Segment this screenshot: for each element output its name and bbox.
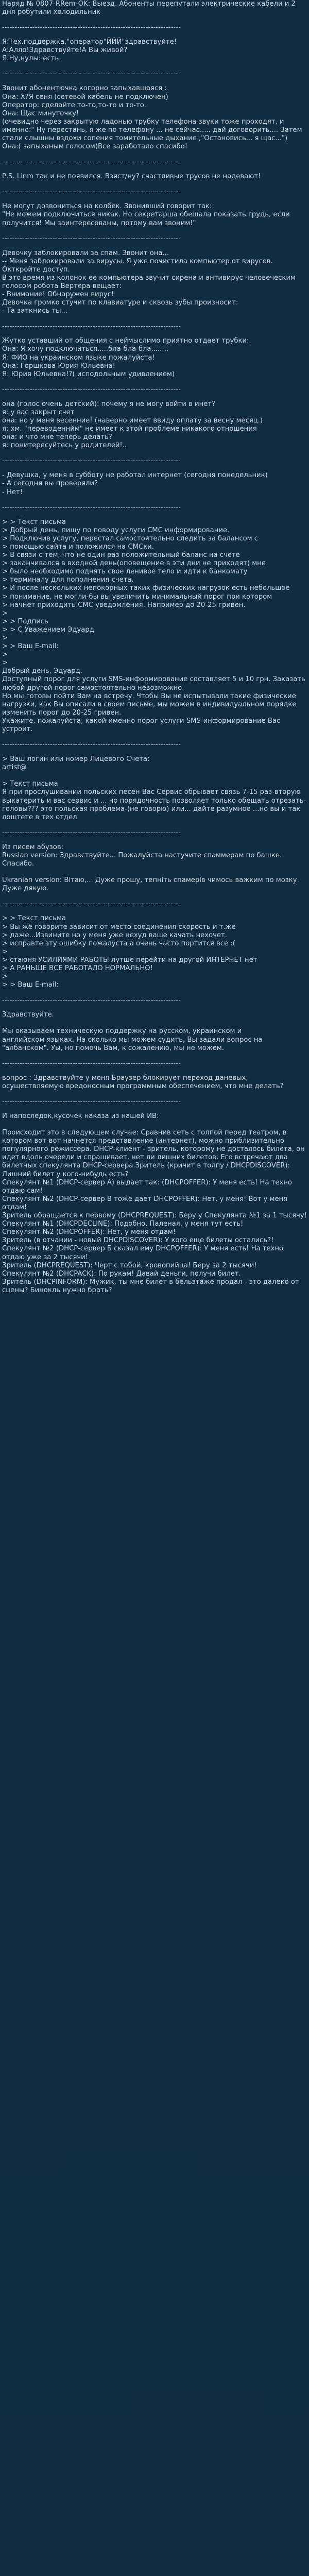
post-entry: Здравствуйте. Мы оказываем техническую поддержку на русском, украинском и английском языках. На сколько мы можем судить, Вы задали вопрос на "албанском". Уы, но помочь Вам, к сожалению, мы не можем.: [2, 1011, 263, 1052]
separator-line: -----------------------------------------------------------------------: [2, 70, 181, 78]
post-entry: она (голос очень детский): почему я не могу войти в инет? я: у вас закрыт счет она: но у меня весенние! (наверно имеет ввиду оплату за весну месяц.) я: хм. "переводеннйм" не имеет к этой проблеме никакого отношения она: и что мне теперь делать? я: понитересуйтесь у родителей!..: [2, 400, 263, 450]
separator-line: -----------------------------------------------------------------------: [2, 457, 181, 465]
separator-line: -----------------------------------------------------------------------: [2, 828, 181, 837]
post-entry: > > Текст письма > Вы же говорите зависит от место соединения скорость и т.же > даже...Извините но у меня уже нехуд ваше качать нехочет. > исправте эту ошибку пожалуста а очень часто портится все :( > > стаюня УСИЛИЯМИ РАБОТЫ лутше перейти на другой ИНТЕРНЕТ нет > А РАНЬШЕ ВСЕ РАБОТАЛО НОРМАЛЬНО! > > > Ваш E-mail:: [2, 914, 258, 989]
post-content: [2, 0, 307, 2576]
separator-line: -----------------------------------------------------------------------: [2, 158, 181, 166]
separator-line: -----------------------------------------------------------------------: [2, 1059, 181, 1067]
post-entry: > Ваш логин или номер Лицевого Счета: artist@ > Текст письма Я при прослушивании польских песен Вас Сервис обрывает связь 7-15 раз-вторую выкатерить и вас сервис и ... но порядочность позволяет только обещать отрезать-головы??? это польская проблема-(не говорю) или... дайте разумное ...но вы и так лоштете в тех отдел: [2, 755, 306, 821]
separator-line: -----------------------------------------------------------------------: [2, 24, 181, 32]
post-entry: Р.S. Linm так и не появился. Взяст/ну? счастливые трусов не надевают!: [2, 173, 261, 181]
post-entry: Из писем абузов: Russian version: Здравствуйте... Пожалуйста настучите спаммерам по башке. Спасибо. Ukranian version: Вітаю,... Дуже прошу, тепніть спамерів чимось важким по мозку. Дуже дякую.: [2, 843, 299, 893]
separator-line: -----------------------------------------------------------------------: [2, 900, 181, 908]
post-entry: Я:Тех.поддержка,"оператор"ЙЙЙ"здравствуйте! А:Алло!Здравствуйте!А Вы живой? Я:Ну,нулы: есть.: [2, 38, 177, 63]
post-entry: Девочку заблокировали за спам. Звонит она... -- Меня заблокировали за вирусы. Я уже почистила компьютер от вирусов. Окткройте доступ. В это время из колонок ее компьютера звучит сирена и антивирус человеческим голосом робота Вертера вещает: - Внимание! Обнаружен вирус! Девочка громко стучит по клавиатуре и сквозь зубы произносит: - Та заткнись ты...: [2, 249, 296, 315]
separator-line: -----------------------------------------------------------------------: [2, 188, 181, 196]
separator-line: -----------------------------------------------------------------------: [2, 323, 181, 331]
post-entry: вопрос : Здравствуйте у меня Браузер блокирует переход даневых, осуществляемую вредоносным программным обеспечением, что мне делать?: [2, 1074, 284, 1090]
separator-line: -----------------------------------------------------------------------: [2, 385, 181, 394]
post-entry: > > Текст письма > Добрый день, пишу по поводу услуги СМС информирование. > Подключив услугу, перестал самостоятельно следить за балансом с > помощью сайта и положился на СМСки. > В связи с тем, что не один раз положительный баланс на счете > заканчивался в входной день(оповещение в эти дни не приходят) мне > было необходимо поднять свое ленивое тело и идти к банкомату > терминалу для пополнения счета. > И после нескольких непокорных таких физических нагрузок есть небольшое > понимание, не могли-бы вы увеличить минимальный порог при котором > начнет приходить СМС уведомления. Например до 20-25 гривен. > > > Подпись > > С Уважением Эдуард > > > Ваш E-mail: > > Добрый день, Эдуард. Доступный порог для услуги SMS-информирование составляет 5 и 10 грн. Заказать любой другой порог самостоятельно невозможно. Но мы готовы пойти Вам на встречу. Чтобы Вы не испытывали такие физические нагрузки, как Вы описали в своем письме, мы можем в индивидуальном порядке изменить порог до 20-25 гривен. Укажите, пожалуйста, какой именно порог услуги SMS-информирование Вас устроит.: [2, 518, 305, 733]
separator-line: -----------------------------------------------------------------------: [2, 996, 181, 1005]
post-entry: Жутко уставший от общения с неймыслимо приятно отдает трубки: Она: Я хочу подключиться.....бла-бла-бла........ Я: ФИО на украинском языке пожалуйста! Она: Горшкова Юрия Юльевна! Я: Юрия Юльевна!?( исподольным удивлением): [2, 337, 249, 378]
post-entry: Не могут дозвониться на колбек. Звонивший говорит так: "Не можем подключиться никак. Но секретарша обещала показать грудь, если получится! Мы заинтересованы, потому вам звоним!": [2, 202, 290, 227]
separator-line: -----------------------------------------------------------------------: [2, 741, 181, 749]
separator-line: -----------------------------------------------------------------------: [2, 503, 181, 512]
separator-line: -----------------------------------------------------------------------: [2, 234, 181, 243]
post-entry: Наряд № 0807-RRem-OK: Выезд. Абоненты перепутали электрические кабели и 2 дня робутили холодильник: [2, 0, 298, 16]
post-entry: И напоследок,кусочек наказа из нашей ИВ: Происходит это в следующем случае: Сравнив сеть с толпой перед театром, в котором вот-вот начнется представление (интернет), можно приблизительно популярного режиссера. DHCP-клиент - зритель, которому не досталось билета, он идет вдоль очереди и спрашивает, нет ли лишних билетов. Его встречают два билетных спекулянта DHCP-сервера.Зритель (кричит в толпу / DHCPDISCOVER): Лишний билет у кого-нибудь есть? Спекулянт №1 (DHCP-сервер А) выдает так: (DHCPOFFER): У меня есть! На техно отдаю сам! Спекулянт №2 (DHCP-сервер В тоже дает DHCPOFFER): Нет, у меня! Вот у меня отдам! Зритель обращается к первому (DHCPREQUEST): Беру у Спекулянта №1 за 1 тысячу! Спекулянт №1 (DHCPDECLINE): Подобно, Паленая, у меня тут есть! Спекулянт №2 (DHCPOFFER): Нет, у меня отдам! Зритель (в отчании - новый DHCPDISCOVER): У кого еще билеты остались?! Спекулянт №2 (DHCP-сервер Б сказал ему DHCPOFFER): У меня есть! На техно отдаю уже за 2 тысячи! Зритель (DHCPREQUEST): Черт с тобой, кровопийца! Беру за 2 тысячи! Спекулянт №2 (DHCPACK): По рукам! Давай деньги, получи билет. Зритель (DHCPINFORM): Мужик, ты мне билет в бельэтаже продал - это далеко от сцены? Бинокль нужно брать?: [2, 1112, 307, 1294]
post-entry: - Девушка, у меня в субботу не работал интернет (сегодня понедельник) - А сегодня вы проверяли? - Нет!: [2, 471, 268, 496]
separator-line: -----------------------------------------------------------------------: [2, 1097, 181, 1106]
post-entry: Звонит абонентючка когорно запыхавшаяся : Она: Х?Я сеня (сетевой кабель не подключен) Оператор: сделайте то-то,то-то и то-то. Она: Щас минуточку! (очевидно через закрытую ладонью трубку телефона звуки тоже проходят, и именно:" Ну перестань, я же по телефону ... не сейчас..... дай договорить.... Затем стали слышны вздохи сопения томительные дыхание ,"Остановись... я щас...") Она:( запыханым голосом)Все заработало спасибо!: [2, 84, 302, 151]
